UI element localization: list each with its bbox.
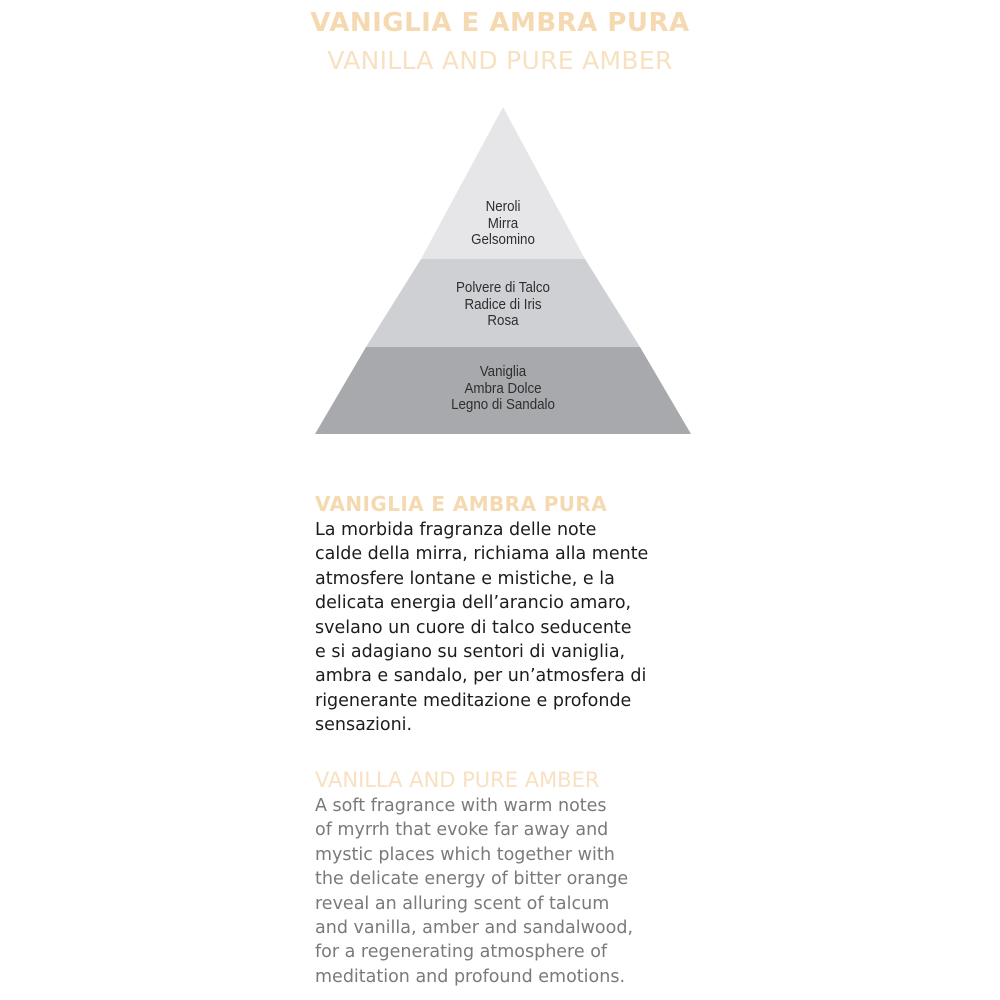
english-text-line: reveal an alluring scent of talcum — [315, 893, 610, 914]
english-section-title: VANILLA AND PURE AMBER — [315, 768, 600, 792]
italian-description — [315, 490, 715, 738]
header-title-italian: VANIGLIA E AMBRA PURA — [310, 8, 690, 38]
top-note: Gelsomino — [471, 232, 535, 248]
italian-text-line: rigenerante meditazione e profonde — [315, 690, 632, 711]
italian-text-line: sensazioni. — [315, 715, 413, 736]
pyramid-top-notes — [330, 199, 676, 249]
heart-note: Rosa — [487, 313, 519, 329]
base-note: Ambra Dolce — [464, 380, 542, 397]
english-text-line: meditation and profound emotions. — [315, 966, 626, 987]
english-description — [315, 766, 715, 989]
english-text-line: mystic places which together with — [315, 844, 615, 865]
base-note: Vaniglia — [479, 364, 527, 380]
italian-text-line: La morbida fragranza delle note — [315, 520, 597, 540]
english-text-line: of myrrh that evoke far away and — [315, 820, 609, 841]
pyramid-base-notes — [330, 364, 676, 414]
italian-text-line: atmosfere lontane e mistiche, e la — [315, 568, 615, 589]
pyramid-heart-notes — [330, 280, 676, 330]
english-text-line: for a regenerating atmosphere of — [315, 942, 608, 963]
italian-text-line: ambra e sandalo, per un’atmosfera di — [315, 666, 647, 687]
top-note: Mirra — [487, 215, 519, 232]
heart-note: Polvere di Talco — [456, 280, 550, 296]
heart-note: Radice di Iris — [464, 296, 542, 313]
italian-text-line: e si adagiano su sentori di vaniglia, — [315, 642, 626, 663]
top-note: Neroli — [485, 199, 521, 215]
italian-section-title: VANIGLIA E AMBRA PURA — [315, 492, 608, 516]
english-text-line: A soft fragrance with warm notes — [315, 796, 607, 816]
english-text-line: and vanilla, amber and sandalwood, — [315, 918, 634, 939]
base-note: Legno di Sandalo — [451, 397, 555, 413]
header-title-english: VANILLA AND PURE AMBER — [327, 46, 673, 75]
italian-text-line: calde della mirra, richiama alla mente — [315, 544, 649, 565]
english-text-line: the delicate energy of bitter orange — [315, 869, 629, 890]
italian-text-line: svelano un cuore di talco seducente — [315, 617, 632, 638]
italian-text-line: delicata energia dell’arancio amaro, — [315, 593, 632, 614]
